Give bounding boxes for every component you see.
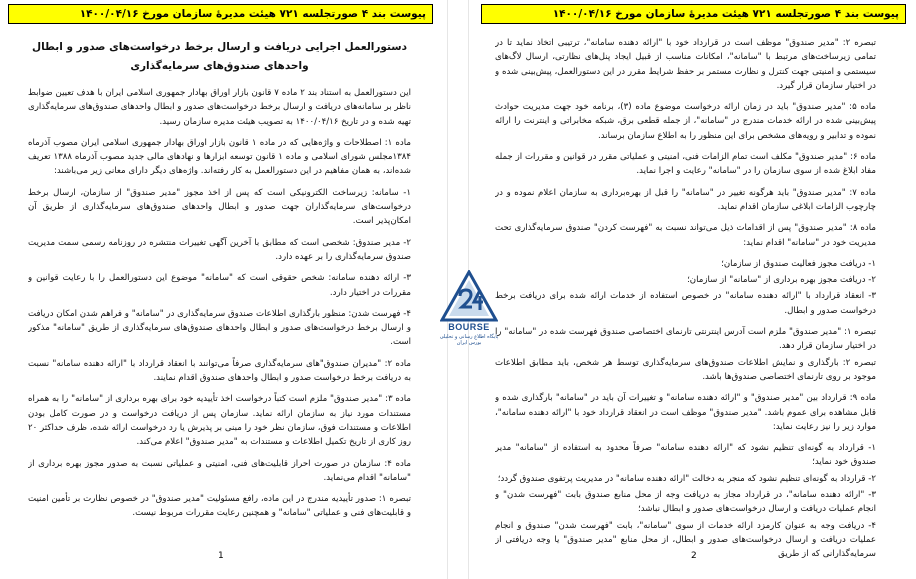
paragraph: این دستورالعمل به استناد بند ۲ ماده ۷ قانون بازار اوراق بهادار جمهوری اسلامی ایران با هدف تعیین ضوابط ناظر بر سامانه‌های دریافت و ارسال برخط درخواست‌های صدور و ابطال واحدهای صندوق‌های سرمایه‌گذاری تهیه شده و در تاریخ ۱۴۰۰/۰۴/۱۶ به تصویب هیئت مدیره سازمان رسید. — [28, 88, 411, 127]
logo-subcaption: پایگاه اطلاع رسانی و تحلیلی بورس ایران — [439, 334, 499, 346]
page-number: 1 — [218, 551, 224, 561]
paragraph: ماده ۷: "مدیر صندوق" باید هرگونه تغییر در "سامانه" را قبل از بهره‌برداری به سازمان اعلام نموده و در چارچوب الزامات ابلاغی سازمان اقدام نماید. — [495, 187, 876, 212]
paragraph: ماده ۳: "مدیر صندوق" ملزم است کتباً درخواست اخذ تأییدیه خود برای بهره برداری از "سامانه" را به همراه مستندات مورد نیاز به سازمان ارائه نماید. سازمان پس از دریافت درخواست و در صورت کامل بودن اطلاعات و مستندات فوق، سازمان نظر خود را مبنی بر پذیرش یا رد درخواست ارائه شده، ظرف حداکثر ۲۰ روز کاری از تاریخ تکمیل اطلاعات و مستندات به "مدیر صندوق" اعلام می‌کند. — [28, 394, 411, 448]
document-title-line-2: واحدهای صندوق‌های سرمایه‌گذاری — [130, 60, 309, 72]
document-title — [28, 38, 411, 76]
list-item: ۱- قرارداد به گونه‌ای تنظیم نشود که "ارائه دهنده سامانه" صرفاً محدود به استفاده از "سامانه" مدیر صندوق خود نماید؛ — [495, 443, 876, 468]
list-item: ۱- دریافت مجوز فعالیت صندوق از سازمان؛ — [721, 258, 876, 269]
document-page-1 — [0, 0, 448, 579]
page-header-banner: پیوست بند ۴ صورتجلسه ۷۲۱ هیئت مدیرۀ سازمان مورخ ۱۴۰۰/۰۴/۱۶ — [481, 4, 906, 24]
paragraph: ماده ۹: قرارداد بین "مدیر صندوق" و "ارائه دهنده سامانه" و تغییرات آن باید در "سامانه" بارگذاری شده و قابل مشاهده برای عموم باشد. "مدیر صندوق" موظف است در انعقاد قرارداد خود با "ارائه دهنده سامانه"، موارد زیر را نیز رعایت نماید: — [495, 393, 876, 432]
paragraph: ۳- ارائه دهنده سامانه: شخص حقوقی است که "سامانه" موضوع این دستورالعمل را با رعایت قوانین و مقررات در اختیار دارد. — [28, 273, 411, 298]
document-page-2 — [468, 0, 916, 579]
paragraph: تبصره ۱: "مدیر صندوق" ملزم است آدرس اینترنتی تارنمای اختصاصی صندوق فهرست شده در "سامانه" را در اختیار سازمان قرار دهد. — [495, 327, 876, 352]
paragraph: ۱- سامانه: زیرساخت الکترونیکی است که پس از اخذ مجوز "مدیر صندوق" از سازمان، ارسال برخط درخواست‌های سرمایه‌گذاران جهت صدور و ابطال واحدهای صندوق‌های سرمایه‌گذاری از طریق آن امکان‌پذیر است. — [28, 187, 411, 227]
list-item: ۳- "ارائه دهنده سامانه"، در قرارداد مجاز به دریافت وجه از محل منابع صندوق بابت "فهرست شدن" و انجام عملیات دریافت و ارسال درخواست‌های صدور و ابطال نباشد؛ — [495, 490, 876, 515]
paragraph: ماده ۱: اصطلاحات و واژه‌هایی که در ماده ۱ قانون بازار اوراق بهادار جمهوری اسلامی ایران مصوب آذرماه ۱۳۸۴مجلس شورای اسلامی و ماده ۱ قانون توسعه ابزارها و نهادهای مالی جدید مصوب آذرماه ۱۳۸۸ تعریف شده‌اند، به همان مفاهیم در این دستورالعمل به کار رفته‌اند. واژه‌های دیگر دارای معانی زیر می‌باشند: — [28, 137, 411, 177]
document-title-line-1: دستورالعمل اجرایی دریافت و ارسال برخط درخواست‌های صدور و ابطال — [31, 41, 408, 53]
page-1-body — [28, 36, 411, 561]
paragraph: ماده ۴: سازمان در صورت احراز قابلیت‌های فنی، امنیتی و عملیاتی نسبت به صدور مجوز بهره برداری از "سامانه" اقدام می‌نماید. — [28, 458, 411, 483]
list-item: ۳- انعقاد قرارداد با "ارائه دهنده سامانه" در خصوص استفاده از خدمات ارائه شده برای دریافت برخط درخواست صدور و ابطال. — [495, 291, 876, 316]
bourse-logo-icon — [440, 270, 498, 324]
page-2-body — [495, 36, 876, 561]
bourse-logo — [440, 270, 498, 348]
list-item: ۴- دریافت وجه به عنوان کارمزد ارائه خدمات از سوی "سامانه"، بابت "فهرست شدن" صندوق و انجام عملیات دریافت و ارسال درخواست‌های صدور و ابطال، از محل منابع "مدیر صندوق" یا وجه دریافتی از سرمایه‌گذارانی که از طریق — [495, 520, 876, 560]
paragraph: ماده ۲: "مدیران صندوق"های سرمایه‌گذاری صرفاً می‌توانند با انعقاد قرارداد با "ارائه دهنده سامانه" نسبت به دریافت برخط درخواست صدور و ابطال واحدهای صندوق اقدام نمایند. — [28, 358, 411, 384]
paragraph: تبصره ۱: صدور تأییدیه مندرج در این ماده، رافع مسئولیت "مدیر صندوق" در خصوص نظارت بر تأمین امنیت و قابلیت‌های فنی و عملیاتی "سامانه" و همچنین رعایت مقررات مربوط نیست. — [28, 494, 411, 519]
paragraph: ماده ۶: "مدیر صندوق" مکلف است تمام الزامات فنی، امنیتی و عملیاتی مقرر در قوانین و مقررات از جمله مفاد ابلاغ شده از سوی سازمان را در "سامانه" رعایت و اجرا نماید. — [495, 152, 876, 177]
paragraph: ماده ۸: "مدیر صندوق" پس از اقدامات ذیل می‌تواند نسبت به "فهرست کردن" صندوق سرمایه‌گذاری تحت مدیریت خود در "سامانه" اقدام نماید: — [495, 223, 876, 248]
list-item: ۲- دریافت مجوز بهره برداری از "سامانه" از سازمان؛ — [687, 275, 876, 286]
logo-caption: BOURSE — [448, 322, 490, 332]
paragraph: تبصره ۲: بارگذاری و نمایش اطلاعات صندوق‌های سرمایه‌گذاری توسط هر شخص، باید مطابق اطلاعات موجود بر روی تارنمای اختصاصی صندوق‌ها باشد. — [495, 357, 876, 382]
paragraph: تبصره ۲: "مدیر صندوق" موظف است در قرارداد خود با "ارائه دهنده سامانه"، ترتیبی اتخاذ نماید تا در تمامی زیرساخت‌های مرتبط با "سامانه"، امکانات مناسب از قبیل ایجاد پنل‌های نظارتی، ارسال لاگ‌های سیستمی و امنیتی جهت کنترل و نظارت مستمر بر حفظ شرایط مقرر در این دستورالعمل، پیش‌بینی شده و در اختیار سازمان قرار گیرد. — [495, 38, 876, 91]
list-item: ۲- قرارداد به گونه‌ای تنظیم نشود که منجر به دخالت "ارائه دهنده سامانه" در مدیریت پرتفوی صندوق گردد؛ — [497, 473, 876, 484]
page-header-banner: پیوست بند ۴ صورتجلسه ۷۲۱ هیئت مدیرۀ سازمان مورخ ۱۴۰۰/۰۴/۱۶ — [8, 4, 433, 24]
paragraph: ۲- مدیر صندوق: شخصی است که مطابق با آخرین آگهی تغییرات منتشره در روزنامه رسمی سمت مدیریت صندوق سرمایه‌گذاری را بر عهده دارد. — [28, 237, 411, 262]
paragraph: ماده ۵: "مدیر صندوق" باید در زمان ارائه درخواست موضوع ماده (۳)، برنامه خود جهت مدیریت حوادث پیش‌بینی شده در ارائه خدمات مندرج در "سامانه"، از جمله قطعی برق، شبکه مخابراتی و اینترنت را ارائه نموده و تدابیر و رویه‌های مشخص برای این منظور را به اطلاع سازمان برساند. — [495, 102, 876, 141]
page-number: 2 — [691, 551, 697, 561]
paragraph: ۴- فهرست شدن: منظور بارگذاری اطلاعات صندوق سرمایه‌گذاری در "سامانه" و فراهم شدن امکان دریافت و ارسال برخط درخواست‌های صدور و ابطال واحدهای صندوق‌های سرمایه‌گذاری از طریق "سامانه" مذکور است. — [28, 308, 411, 348]
